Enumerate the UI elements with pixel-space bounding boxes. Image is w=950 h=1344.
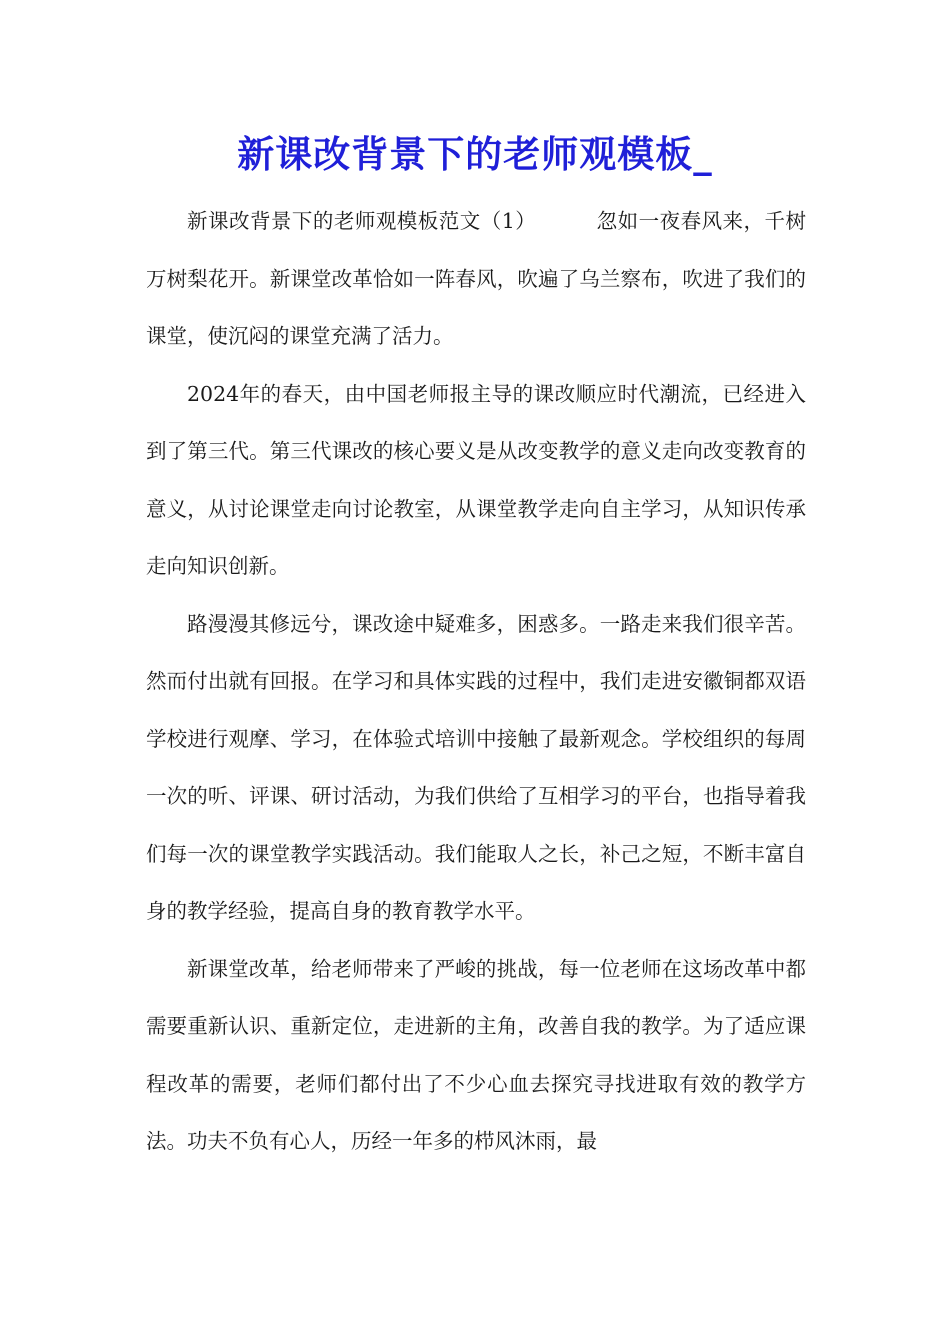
paragraph-3: 路漫漫其修远兮，课改途中疑难多，困惑多。一路走来我们很辛苦。然而付出就有回报。在学习和具体实践的过程中，我们走进安徽铜都双语学校进行观摩、学习，在体验式培训中接触了最新观念。学校组织的每周一次的听、评课、研讨活动，为我们供给了互相学习的平台，也指导着我们每一次的课堂教学实践活动。我们能取人之长，补己之短，不断丰富自身的教学经验，提高自身的教育教学水平。 bbox=[146, 611, 806, 923]
paragraph-2: 2024年的春天，由中国老师报主导的课改顺应时代潮流，已经进入到了第三代。第三代课改的核心要义是从改变教学的意义走向改变教育的意义，从讨论课堂走向讨论教室，从课堂教学走向自主学习，从知识传承走向知识创新。 bbox=[146, 381, 806, 578]
paragraph-1 bbox=[146, 193, 806, 366]
document-body bbox=[146, 193, 806, 1171]
paragraph-1-text: 忽如一夜春风来，千树万树梨花开。新课堂改革恰如一阵春风，吹遍了乌兰察布，吹进了我们的课堂，使沉闷的课堂充满了活力。 bbox=[146, 209, 807, 348]
paragraph-4: 新课堂改革，给老师带来了严峻的挑战，每一位老师在这场改革中都需要重新认识、重新定位，走进新的主角，改善自我的教学。为了适应课程改革的需要，老师们都付出了不少心血去探究寻找进取有效的教学方法。功夫不负有心人，历经一年多的栉风沐雨，最 bbox=[146, 956, 806, 1153]
section-heading: 新课改背景下的老师观模板范文（1） bbox=[187, 209, 537, 233]
document-title: 新课改背景下的老师观模板_ bbox=[237, 132, 713, 176]
